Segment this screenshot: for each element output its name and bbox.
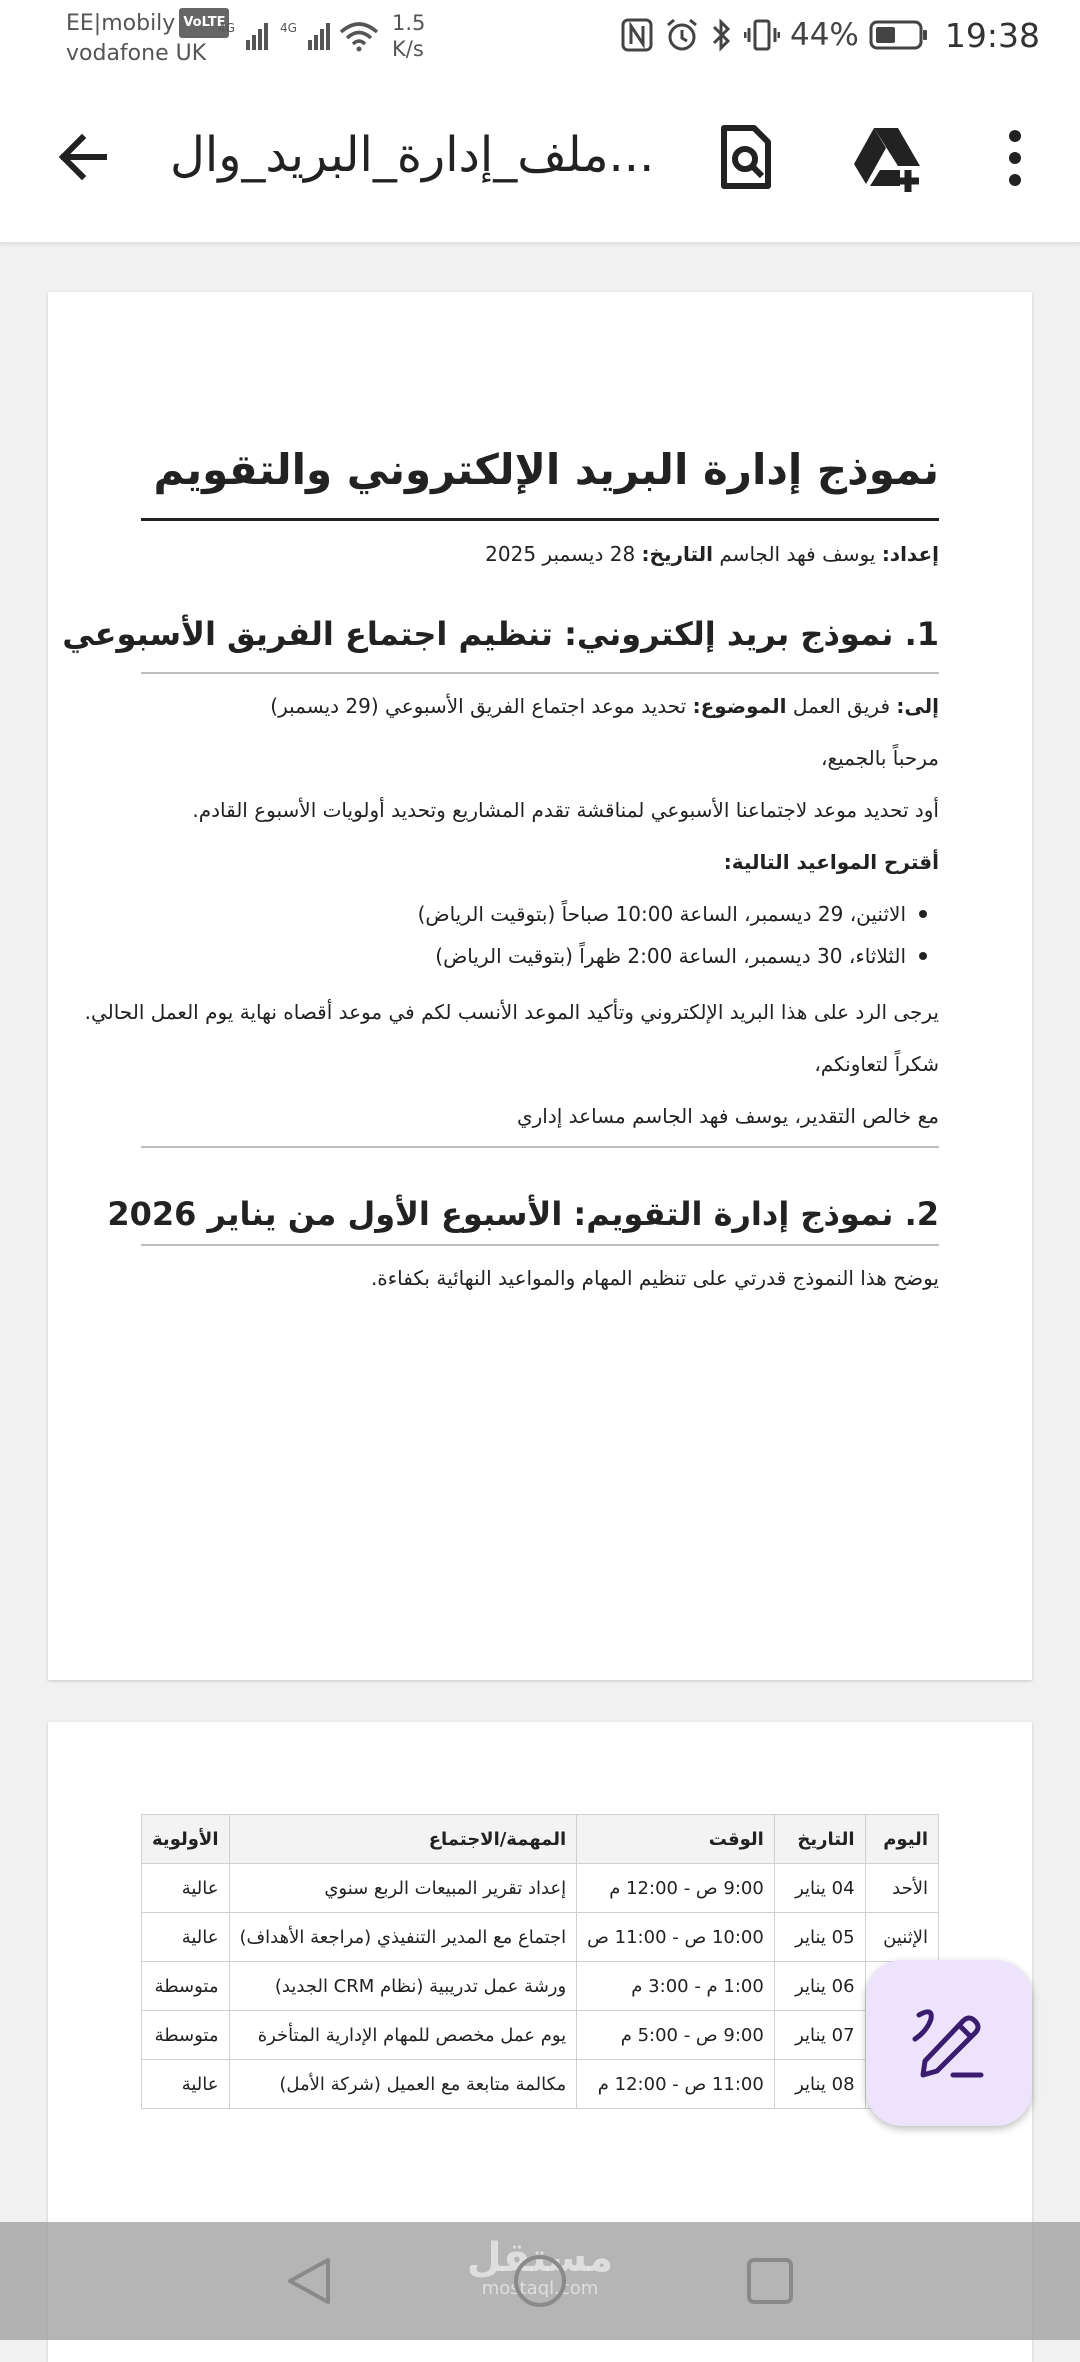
alarm-icon	[664, 17, 700, 53]
cell-time: 10:00 ص - 11:00 ص	[577, 1913, 775, 1962]
proposed-label: أقترح المواعيد التالية:	[723, 850, 939, 874]
section2-description: يوضح هذا النموذج قدرتي على تنظيم المهام والمواعيد النهائية بكفاءة.	[370, 1266, 939, 1290]
speed-value: 1.5	[392, 11, 426, 35]
back-arrow-icon[interactable]	[50, 124, 116, 190]
cell-priority: متوسطة	[142, 1962, 230, 2011]
clock: 19:38	[944, 15, 1040, 55]
date-label: التاريخ:	[641, 542, 714, 566]
carrier-info	[66, 8, 229, 69]
cell-date: 07 يناير	[774, 2011, 865, 2060]
cell-task: مكالمة متابعة مع العميل (شركة الأمل)	[229, 2060, 577, 2109]
watermark-sub: mostaql.com	[481, 2278, 599, 2299]
table-header-row	[142, 1815, 939, 1864]
title-divider	[141, 518, 939, 521]
volte-badge: VoLTE	[179, 8, 229, 38]
cell-priority: عالية	[142, 1913, 230, 1962]
cell-date: 06 يناير	[774, 1962, 865, 2011]
table-row	[142, 1864, 939, 1913]
cell-time: 9:00 ص - 5:00 م	[577, 2011, 775, 2060]
nav-recents-icon[interactable]	[741, 2252, 799, 2310]
table-row	[142, 1913, 939, 1962]
section-separator	[141, 1146, 939, 1148]
carrier-line1: EE|mobily	[66, 11, 176, 36]
edit-pen-icon	[911, 2005, 987, 2081]
prepared-line	[141, 540, 939, 568]
edit-fab-button[interactable]	[866, 1960, 1032, 2126]
app-bar	[0, 70, 1080, 243]
header-priority: الأولوية	[142, 1815, 230, 1864]
nav-back-icon[interactable]	[280, 2252, 338, 2310]
section1-heading: 1. نموذج بريد إلكتروني: تنظيم اجتماع الفريق الأسبوعي	[62, 615, 939, 653]
cell-task: ورشة عمل تدريبية (نظام CRM الجديد)	[229, 1962, 577, 2011]
speed-unit: K/s	[392, 37, 424, 61]
signal-icon-2	[280, 18, 336, 52]
bullet-dot	[919, 910, 927, 918]
cell-date: 05 يناير	[774, 1913, 865, 1962]
cell-date: 08 يناير	[774, 2060, 865, 2109]
prepared-label: إعداد:	[881, 542, 939, 566]
cell-day: الإثنين	[865, 1913, 938, 1962]
section1-divider	[141, 672, 939, 674]
header-time: الوقت	[577, 1815, 775, 1864]
cell-task: يوم عمل مخصص للمهام الإدارية المتأخرة	[229, 2011, 577, 2060]
signal-icon	[218, 18, 274, 52]
to-value: فريق العمل	[792, 694, 891, 718]
subject-label: الموضوع:	[692, 694, 787, 718]
greeting: مرحباً بالجميع،	[821, 746, 939, 770]
email-header-line	[141, 692, 939, 720]
drive-add-icon[interactable]	[850, 122, 928, 192]
calendar-table	[141, 1814, 939, 2109]
cell-priority: عالية	[142, 1864, 230, 1913]
thanks-line: شكراً لتعاونكم،	[814, 1052, 939, 1076]
to-label: إلى:	[896, 694, 939, 718]
table-row	[142, 2011, 939, 2060]
bullet-item-1: الاثنين، 29 ديسمبر، الساعة 10:00 صباحاً (بتوقيت الرياض)	[417, 902, 906, 926]
cell-time: 1:00 م - 3:00 م	[577, 1962, 775, 2011]
section2-divider	[141, 1244, 939, 1246]
request-paragraph: يرجى الرد على هذا البريد الإلكتروني وتأكيد الموعد الأنسب لكم في موعد أقصاه نهاية يوم العمل الحالي.	[84, 1000, 939, 1024]
more-vert-icon[interactable]	[1000, 122, 1030, 192]
network-label-2: 4G	[280, 21, 297, 35]
bullet-dot	[919, 952, 927, 960]
wifi-icon	[338, 20, 380, 52]
watermark-text: مستقل	[466, 2235, 614, 2281]
date-value: 28 ديسمبر 2025	[485, 542, 636, 566]
cell-priority: عالية	[142, 2060, 230, 2109]
header-task: المهمة/الاجتماع	[229, 1815, 577, 1864]
carrier-line2: vodafone UK	[66, 41, 207, 66]
bullet-item-2: الثلاثاء، 30 ديسمبر، الساعة 2:00 ظهراً (بتوقيت الرياض)	[435, 944, 906, 968]
cell-time: 11:00 ص - 12:00 م	[577, 2060, 775, 2109]
header-date: التاريخ	[774, 1815, 865, 1864]
battery-percent: 44%	[789, 17, 859, 53]
bluetooth-icon	[710, 17, 734, 53]
status-bar	[0, 0, 1080, 70]
cell-time: 9:00 ص - 12:00 م	[577, 1864, 775, 1913]
header-day: اليوم	[865, 1815, 938, 1864]
document-page-1	[48, 292, 1032, 1680]
system-nav-bar	[0, 2222, 1080, 2340]
prepared-by: يوسف فهد الجاسم	[719, 542, 876, 566]
table-row	[142, 2060, 939, 2109]
section2-heading: 2. نموذج إدارة التقويم: الأسبوع الأول من يناير 2026	[107, 1195, 939, 1233]
intro-paragraph: أود تحديد موعد لاجتماعنا الأسبوعي لمناقشة تقدم المشاريع وتحديد أولويات الأسبوع القادم.	[192, 798, 939, 822]
vibrate-icon	[744, 17, 780, 53]
cell-priority: متوسطة	[142, 2011, 230, 2060]
cell-date: 04 يناير	[774, 1864, 865, 1913]
doc-main-title: نموذج إدارة البريد الإلكتروني والتقويم	[153, 445, 939, 494]
battery-icon	[869, 19, 929, 51]
cell-task: إعداد تقرير المبيعات الربع سنوي	[229, 1864, 577, 1913]
cell-day: الأحد	[865, 1864, 938, 1913]
subject-value: تحديد موعد اجتماع الفريق الأسبوعي (29 ديسمبر)	[270, 694, 687, 718]
nfc-icon	[620, 17, 654, 53]
nav-home-icon[interactable]	[511, 2252, 569, 2310]
find-in-page-icon[interactable]	[710, 122, 780, 192]
network-speed	[392, 10, 425, 62]
signature-line: مع خالص التقدير، يوسف فهد الجاسم مساعد إداري	[516, 1104, 939, 1128]
document-title: ملف_إدارة_البريد_وال...	[170, 127, 655, 183]
cell-task: اجتماع مع المدير التنفيذي (مراجعة الأهداف)	[229, 1913, 577, 1962]
network-label-1: 4G	[218, 21, 235, 35]
table-row	[142, 1962, 939, 2011]
